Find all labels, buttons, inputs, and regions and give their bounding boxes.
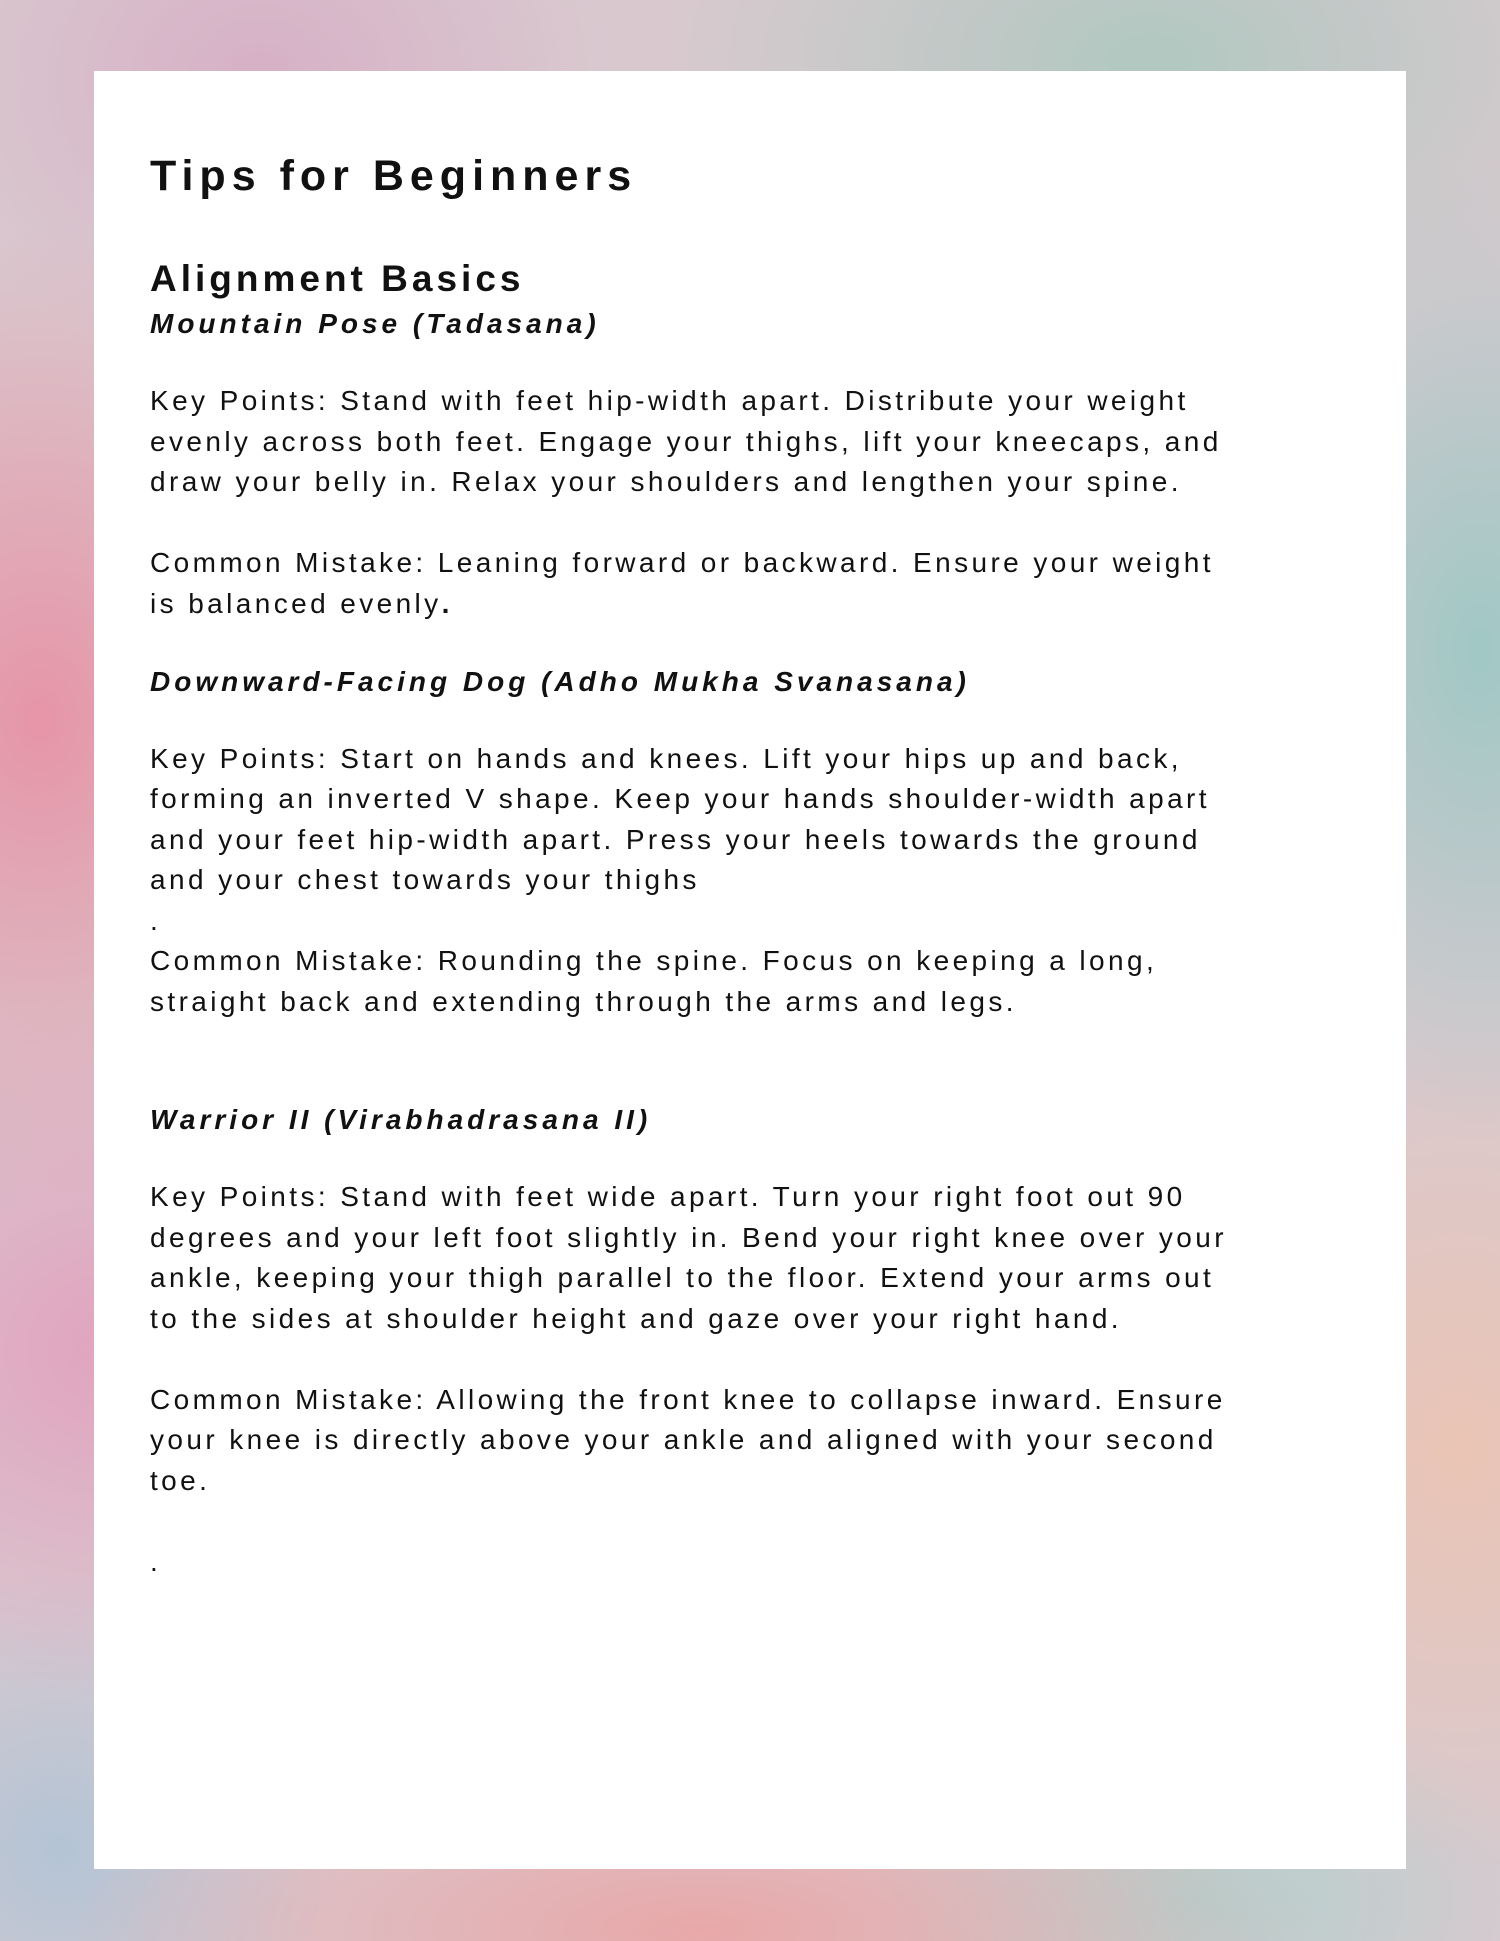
key-points-warrior-ii [150,1177,1360,1339]
text-line: ankle, keeping your thigh parallel to the floor. Extend your arms out [150,1262,1215,1294]
pose-heading-warrior-ii: Warrior II (Virabhadrasana II) [150,1104,652,1136]
text-line: . [150,904,162,936]
text-line: and your feet hip-width apart. Press your heels towards the ground [150,823,1201,855]
pose-heading-mountain: Mountain Pose (Tadasana) [150,307,600,339]
trailing-period: . [150,1545,162,1577]
text-line: straight back and extending through the arms and legs. [150,985,1017,1017]
key-points-downward-dog [150,739,1360,942]
text-line: degrees and your left foot slightly in. Bend your right knee over your [150,1221,1227,1253]
bold-period: . [441,587,453,619]
text-line [150,584,1360,625]
text-line: draw your belly in. Relax your shoulders and lengthen your spine. [150,466,1182,498]
page-title: Tips for Beginners [150,152,638,200]
document-content [150,151,1360,1582]
common-mistake-downward-dog [150,941,1360,1022]
text-line: Common Mistake: Leaning forward or backward. Ensure your weight [150,547,1214,579]
text-line: Key Points: Stand with feet wide apart. Turn your right foot out 90 [150,1181,1186,1213]
text-line: and your chest towards your thighs [150,864,700,896]
text-line: your knee is directly above your ankle and aligned with your second [150,1424,1217,1456]
text-line: Key Points: Start on hands and knees. Lift your hips up and back, [150,742,1182,774]
text-span: is balanced evenly [150,587,442,619]
common-mistake-warrior-ii [150,1380,1360,1502]
section-heading-alignment-basics: Alignment Basics [150,257,525,299]
text-line: Common Mistake: Rounding the spine. Focus on keeping a long, [150,945,1158,977]
text-line: evenly across both feet. Engage your thighs, lift your kneecaps, and [150,425,1222,457]
text-line: to the sides at shoulder height and gaze over your right hand. [150,1302,1122,1334]
document-page [94,71,1406,1869]
text-line: Common Mistake: Allowing the front knee to collapse inward. Ensure [150,1383,1226,1415]
common-mistake-mountain [150,543,1360,624]
text-line: forming an inverted V shape. Keep your hands shoulder-width apart [150,783,1210,815]
key-points-mountain [150,381,1360,503]
pose-heading-downward-dog: Downward-Facing Dog (Adho Mukha Svanasana) [150,665,970,697]
text-line: toe. [150,1464,211,1496]
text-line: Key Points: Stand with feet hip-width apart. Distribute your weight [150,385,1189,417]
